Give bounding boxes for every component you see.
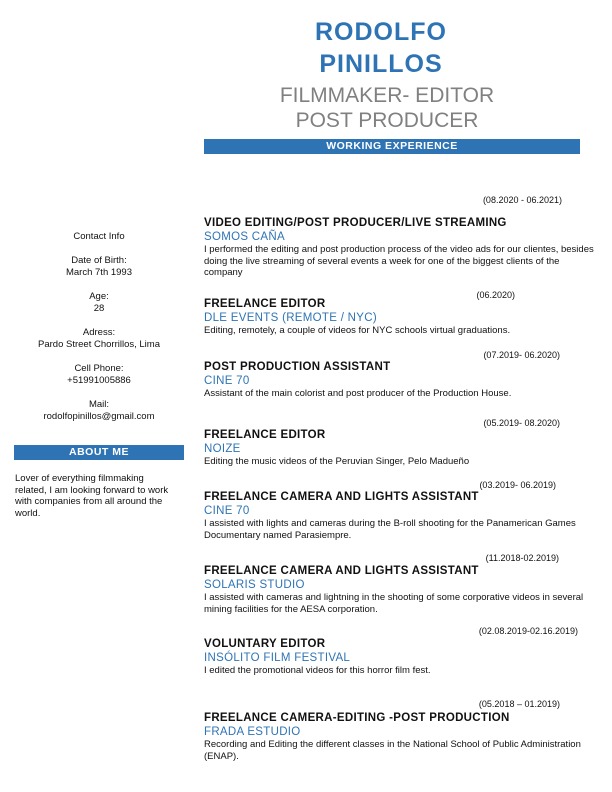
age-value: 28: [93, 303, 105, 314]
first-name: RODOLFO: [315, 18, 447, 46]
contact-heading: Contact Info: [73, 231, 125, 242]
job-description: Editing the music videos of the Peruvian Singer, Pelo Madueño: [204, 456, 470, 467]
job-date: (07.2019- 06.2020): [483, 350, 560, 360]
address-label: Adress:: [82, 327, 116, 338]
mail-value[interactable]: rodolfopinillos@gmail.com: [43, 411, 155, 422]
job-company: FRADA ESTUDIO: [204, 726, 301, 738]
job-entry: [204, 360, 594, 400]
role-line-1: FILMMAKER- EDITOR: [279, 84, 495, 107]
address-value: Pardo Street Chorrillos, Lima: [38, 339, 160, 350]
age-label: Age:: [89, 291, 109, 302]
job-title: VIDEO EDITING/POST PRODUCER/LIVE STREAMING: [204, 217, 507, 229]
job-entry: [204, 564, 594, 615]
mail-label: Mail:: [88, 399, 110, 410]
job-title: FREELANCE CAMERA AND LIGHTS ASSISTANT: [204, 491, 479, 503]
job-title: FREELANCE EDITOR: [204, 298, 326, 310]
job-description: I assisted with lights and cameras during the B-roll shooting for the Panamerican Games Documentary named Parasiempre.: [204, 518, 576, 541]
dob-value: March 7th 1993: [65, 267, 132, 278]
job-description: I assisted with cameras and lightning in the shooting of some corporative videos in several mining facilities for the AESA corporation.: [204, 592, 584, 615]
job-entry: [204, 637, 594, 677]
job-company: DLE EVENTS (REMOTE / NYC): [204, 312, 377, 324]
phone-value: +51991005886: [67, 375, 131, 386]
job-company: INSÓLITO FILM FESTIVAL: [204, 652, 351, 664]
job-date: (06.2020): [476, 290, 515, 300]
job-title: FREELANCE CAMERA-EDITING -POST PRODUCTION: [204, 712, 510, 724]
job-date: (05.2018 – 01.2019): [478, 699, 560, 709]
job-title: VOLUNTARY EDITOR: [204, 638, 326, 650]
job-company: NOIZE: [204, 443, 241, 455]
about-text: Lover of everything filmmaking related, I am looking forward to work with companies from all around the world.: [15, 473, 169, 519]
job-date: (08.2020 - 06.2021): [482, 195, 562, 205]
working-experience-heading: WORKING EXPERIENCE: [204, 139, 580, 154]
job-entry: [204, 428, 594, 468]
job-description: Editing, remotely, a couple of videos for NYC schools virtual graduations.: [204, 325, 511, 336]
job-description: Recording and Editing the different classes in the National School of Public Administration (ENAP).: [204, 739, 581, 762]
job-date: (11.2018-02.2019): [485, 553, 559, 563]
job-entry: [204, 216, 594, 279]
job-title: POST PRODUCTION ASSISTANT: [204, 361, 391, 373]
job-company: CINE 70: [204, 375, 250, 387]
job-description: Assistant of the main colorist and post producer of the Production House.: [204, 388, 512, 399]
job-company: SOMOS CAÑA: [204, 231, 285, 243]
job-description: I edited the promotional videos for this horror film fest.: [204, 665, 431, 676]
job-date: (03.2019- 06.2019): [479, 480, 556, 490]
job-company: CINE 70: [204, 505, 250, 517]
dob-label: Date of Birth:: [71, 255, 127, 266]
phone-label: Cell Phone:: [74, 363, 124, 374]
role-line-2: POST PRODUCER: [295, 109, 479, 132]
job-date: (05.2019- 08.2020): [483, 418, 560, 428]
job-entry: [204, 711, 594, 762]
about-me-heading: ABOUT ME: [14, 445, 184, 460]
job-title: FREELANCE EDITOR: [204, 429, 326, 441]
last-name: PINILLOS: [319, 50, 443, 78]
job-title: FREELANCE CAMERA AND LIGHTS ASSISTANT: [204, 565, 479, 577]
job-company: SOLARIS STUDIO: [204, 579, 305, 591]
job-date: (02.08.2019-02.16.2019): [478, 626, 578, 636]
job-entry: [204, 490, 594, 541]
job-description: I performed the editing and post production process of the video ads for our clientes, besides doing the live streaming of several events a week for one of the biggest clients of the company: [204, 244, 594, 278]
job-entry: [204, 297, 594, 337]
